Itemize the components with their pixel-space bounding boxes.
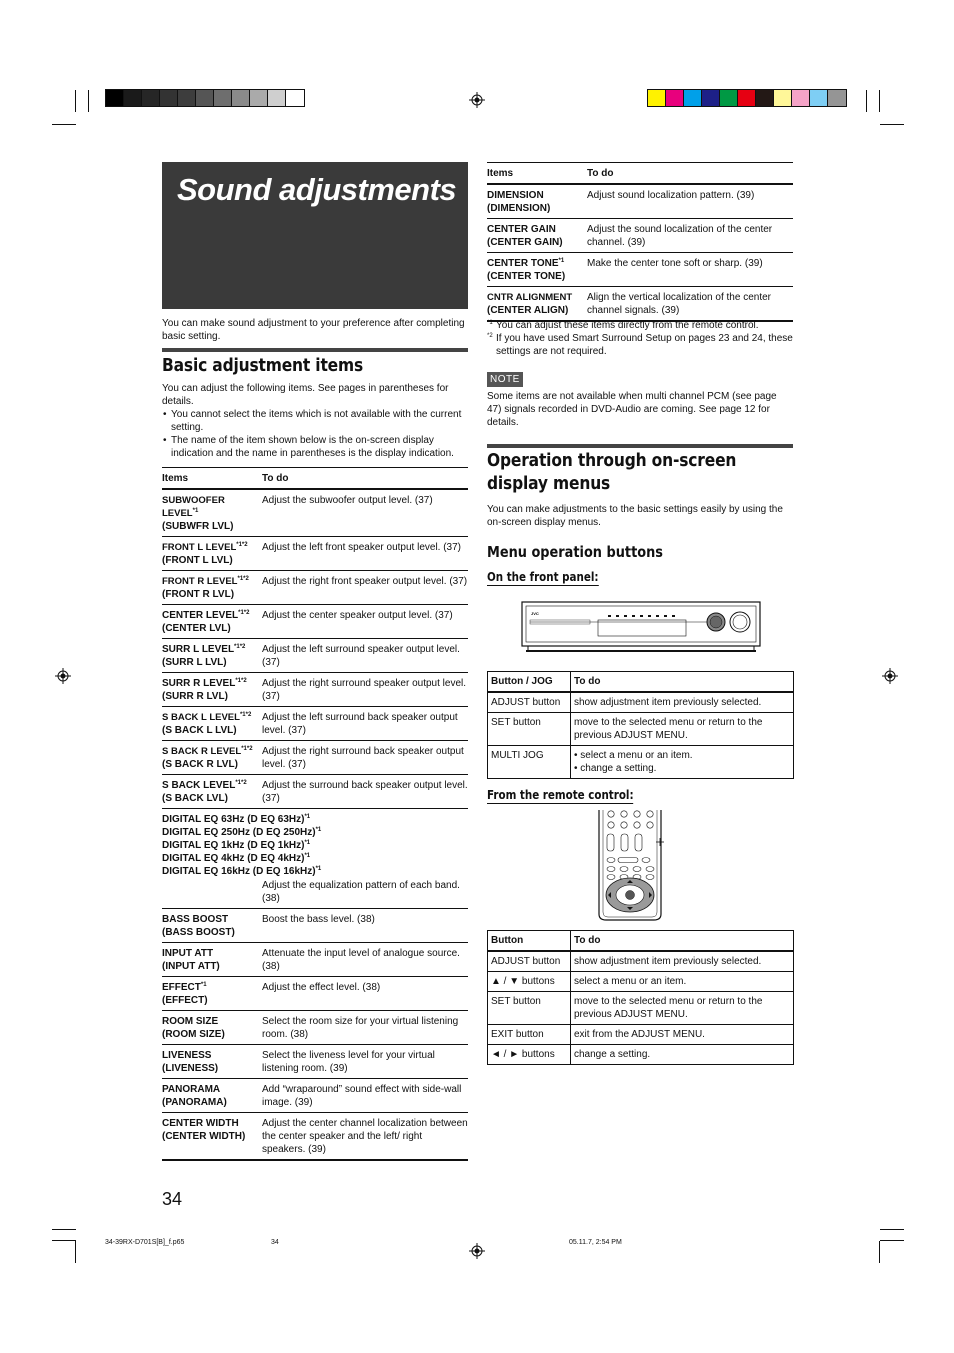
bullet-item: • You cannot select the items which is not available with the current setting.: [162, 408, 468, 434]
remote-control-illustration: [594, 810, 668, 922]
item-name-cell: [162, 1113, 262, 1161]
table-row: [162, 1045, 468, 1079]
item-name-cell: [162, 673, 262, 707]
button-name: SET button: [488, 713, 571, 746]
color-swatch: [702, 90, 720, 106]
table-row: [162, 909, 468, 943]
eq-band-text: DIGITAL EQ 1kHz (D EQ 1kHz): [162, 840, 305, 851]
item-footnote-mark: *1*2: [235, 678, 247, 684]
button-action: exit from the ADJUST MENU.: [571, 1025, 794, 1045]
item-name-cell: [162, 707, 262, 741]
item-display-name: (ROOM SIZE): [162, 1029, 225, 1040]
item-name: LIVENESS: [162, 1050, 212, 1061]
button-action: show adjustment item previously selected.: [571, 951, 794, 972]
item-description: Adjust the effect level. (38): [262, 977, 468, 1011]
column-header: To do: [571, 931, 794, 952]
item-name-cell: [487, 219, 587, 253]
table-row-eq: [162, 809, 468, 909]
item-name-cell: [487, 287, 587, 322]
item-footnote-mark: *1*2: [236, 542, 248, 548]
table-row: [487, 219, 793, 253]
front-panel-heading: On the front panel:: [487, 570, 599, 584]
item-description: Adjust the left front speaker output level. (37): [262, 537, 468, 571]
item-name-cell: [162, 489, 262, 537]
item-name: ROOM SIZE: [162, 1016, 219, 1027]
color-calibration-bar: [647, 89, 847, 107]
action-line: move to the selected menu or return to the previous ADJUST MENU.: [574, 717, 763, 741]
item-name: PANORAMA: [162, 1084, 221, 1095]
table-row: [488, 992, 794, 1025]
table-row: [488, 972, 794, 992]
item-footnote-mark: *1*2: [237, 576, 249, 582]
column-header: Button / JOG: [488, 672, 571, 693]
receiver-front-panel-illustration: [520, 600, 762, 656]
color-swatch: [648, 90, 666, 106]
table-row: [488, 692, 794, 713]
footer-date: 05.11.7, 2:54 PM: [569, 1239, 622, 1246]
button-name: ▲ / ▼ buttons: [488, 972, 571, 992]
button-action: change a setting.: [571, 1045, 794, 1065]
more-items-table: [487, 162, 793, 322]
item-name-cell: [487, 253, 587, 287]
eq-description: Adjust the equalization pattern of each band. (38): [262, 880, 460, 904]
item-description: Boost the bass level. (38): [262, 909, 468, 943]
item-name: SURR L LEVEL: [162, 644, 235, 655]
button-action: move to the selected menu or return to the previous ADJUST MENU.: [571, 992, 794, 1025]
table-row: [162, 1011, 468, 1045]
action-line: • change a setting.: [574, 763, 657, 774]
table-header-row: [487, 163, 793, 185]
item-name: CENTER WIDTH: [162, 1118, 239, 1129]
table-row: [162, 1113, 468, 1161]
note-badge: NOTE: [487, 372, 523, 387]
column-header: To do: [262, 468, 468, 490]
table-row: [162, 571, 468, 605]
item-name-cell: [162, 909, 262, 943]
item-description: Adjust the center channel localization between the center speaker and the left/ right speakers. (39): [262, 1113, 468, 1161]
table-row: [488, 746, 794, 779]
table-row: [162, 639, 468, 673]
item-description: Adjust the right surround back speaker output level. (37): [262, 741, 468, 775]
gray-swatch: [160, 90, 178, 106]
table-row: [162, 977, 468, 1011]
item-display-name: (PANORAMA): [162, 1097, 227, 1108]
table-row: [488, 1045, 794, 1065]
item-footnote-mark: *1: [192, 508, 199, 514]
item-display-name: (CENTER LVL): [162, 623, 231, 634]
column-header: Items: [162, 468, 262, 490]
remote-control-table: [487, 930, 794, 1065]
intro-text: You can make sound adjustment to your preference after completing basic setting.: [162, 318, 465, 342]
item-display-name: (S BACK R LVL): [162, 759, 238, 770]
gray-calibration-bar: [105, 89, 305, 107]
item-footnote-mark: *1: [304, 814, 311, 820]
button-name: ADJUST button: [488, 951, 571, 972]
page-title: Sound adjustments: [177, 172, 457, 207]
item-name: FRONT R LEVEL: [162, 576, 238, 587]
button-name: ◄ / ► buttons: [488, 1045, 571, 1065]
item-description: Adjust the right surround speaker output level. (37): [262, 673, 468, 707]
basic-items-table: [162, 467, 468, 1161]
item-display-name: (SURR L LVL): [162, 657, 227, 668]
table-row: [488, 1025, 794, 1045]
item-description: Adjust sound localization pattern. (39): [587, 184, 793, 219]
color-swatch: [810, 90, 828, 106]
table-row: [487, 184, 793, 219]
color-swatch: [738, 90, 756, 106]
item-description: Attenuate the input level of analogue source. (38): [262, 943, 468, 977]
table-row: [488, 713, 794, 746]
item-description: Adjust the surround back speaker output level. (37): [262, 775, 468, 809]
column-header: Items: [487, 163, 587, 185]
footnote: $^{*2}$ If you have used Smart Surround Setup on pages 23 and 24, these settings are not required.: [487, 333, 793, 357]
footer-filename: 34-39RX-D701S[B]_f.p65: [105, 1239, 185, 1246]
table-row: [488, 951, 794, 972]
item-description: Adjust the sound localization of the center channel. (39): [587, 219, 793, 253]
operation-heading: Operation through on-screen display menus: [487, 450, 737, 494]
registration-mark-icon: [469, 92, 485, 108]
gray-swatch: [196, 90, 214, 106]
button-name: ADJUST button: [488, 692, 571, 713]
item-name-cell: [162, 775, 262, 809]
item-footnote-mark: *1*2: [241, 746, 253, 752]
item-name: BASS BOOST: [162, 914, 229, 925]
item-name-cell: [162, 605, 262, 639]
item-display-name: (EFFECT): [162, 995, 208, 1006]
note-text: Some items are not available when multi channel PCM (see page 47) signals recorded in DVD-Audio are coming. See page 12 for details.: [487, 391, 777, 428]
color-swatch: [792, 90, 810, 106]
gray-swatch: [232, 90, 250, 106]
gray-swatch: [286, 90, 304, 106]
item-footnote-mark: *1: [200, 982, 207, 988]
bullet-item: • The name of the item shown below is the on-screen display indication and the name in parentheses is the display indication.: [162, 434, 468, 460]
item-display-name: (S BACK L LVL): [162, 725, 237, 736]
front-panel-table: [487, 671, 794, 779]
item-footnote-mark: *1: [558, 258, 565, 264]
table-row: [162, 537, 468, 571]
item-description: Add “wraparound” sound effect with side-wall image. (39): [262, 1079, 468, 1113]
item-name-cell: [162, 1079, 262, 1113]
item-name: S BACK LEVEL: [162, 780, 236, 791]
table-row: [162, 605, 468, 639]
item-name: DIMENSION: [487, 190, 544, 201]
table-row: [162, 943, 468, 977]
registration-mark-icon: [469, 1243, 485, 1259]
table-row: [162, 707, 468, 741]
table-header-row: [162, 468, 468, 490]
remote-control-heading: From the remote control:: [487, 788, 634, 802]
footnote: $^{*1}$ You can adjust these items directly from the remote control.: [487, 320, 759, 331]
eq-band-name: [162, 826, 468, 839]
item-description: Adjust the left surround back speaker output level. (37): [262, 707, 468, 741]
registration-mark-icon: [882, 668, 898, 684]
eq-band-name: [162, 865, 468, 878]
item-name-cell: [162, 1011, 262, 1045]
page-title-box: [162, 162, 468, 309]
button-action: select a menu or an item.: [571, 972, 794, 992]
gray-swatch: [124, 90, 142, 106]
item-footnote-mark: *1: [315, 827, 322, 833]
item-description: Adjust the left surround speaker output level. (37): [262, 639, 468, 673]
item-footnote-mark: *1*2: [238, 610, 250, 616]
item-display-name: (LIVENESS): [162, 1063, 219, 1074]
color-swatch: [828, 90, 846, 106]
color-swatch: [684, 90, 702, 106]
gray-swatch: [178, 90, 196, 106]
table-row: [162, 673, 468, 707]
button-name: SET button: [488, 992, 571, 1025]
page-number: 34: [162, 1189, 183, 1209]
item-name-cell: [487, 184, 587, 219]
item-description: Make the center tone soft or sharp. (39): [587, 253, 793, 287]
item-name: CENTER LEVEL: [162, 610, 239, 621]
action-line: • select a menu or an item.: [574, 750, 693, 761]
operation-text: You can make adjustments to the basic settings easily by using the on-screen display menus.: [487, 504, 783, 528]
brand-logo: JVC: [531, 611, 539, 616]
item-display-name: (INPUT ATT): [162, 961, 220, 972]
column-header: To do: [571, 672, 794, 693]
item-name: CENTER TONE: [487, 258, 559, 269]
eq-band-name: [162, 813, 468, 826]
item-footnote-mark: *1*2: [235, 780, 247, 786]
gray-swatch: [250, 90, 268, 106]
item-footnote-mark: *1: [315, 866, 322, 872]
item-name: S BACK R LEVEL: [162, 746, 242, 757]
eq-band-text: DIGITAL EQ 4kHz (D EQ 4kHz): [162, 853, 305, 864]
item-name-cell: [162, 571, 262, 605]
button-action: [571, 692, 794, 713]
item-name-cell: [162, 741, 262, 775]
button-action: [571, 713, 794, 746]
item-name: SURR R LEVEL: [162, 678, 236, 689]
table-row: [487, 253, 793, 287]
eq-names: [162, 813, 468, 878]
registration-mark-icon: [55, 668, 71, 684]
item-display-name: (CENTER WIDTH): [162, 1131, 246, 1142]
item-display-name: (S BACK LVL): [162, 793, 228, 804]
item-name-cell: [162, 537, 262, 571]
table-row: [162, 489, 468, 537]
item-display-name: (DIMENSION): [487, 203, 551, 214]
item-display-name: (FRONT R LVL): [162, 589, 235, 600]
gray-swatch: [214, 90, 232, 106]
basic-heading: Basic adjustment items: [162, 355, 364, 376]
color-swatch: [756, 90, 774, 106]
item-description: Adjust the center speaker output level. (37): [262, 605, 468, 639]
item-description: Adjust the subwoofer output level. (37): [262, 489, 468, 537]
menu-buttons-heading: Menu operation buttons: [487, 543, 663, 561]
item-name: S BACK L LEVEL: [162, 712, 240, 723]
item-description: Align the vertical localization of the center channel signals. (39): [587, 287, 793, 322]
item-display-name: (SURR R LVL): [162, 691, 228, 702]
item-display-name: (CENTER ALIGN): [487, 305, 569, 316]
button-action: [571, 746, 794, 779]
item-name: EFFECT: [162, 982, 201, 993]
item-footnote-mark: *1*2: [239, 712, 252, 718]
gray-swatch: [268, 90, 286, 106]
column-header: Button: [488, 931, 571, 952]
eq-band-text: DIGITAL EQ 63Hz (D EQ 63Hz): [162, 814, 305, 825]
cursor-pad-icon: [606, 878, 654, 912]
eq-band-name: [162, 852, 468, 865]
button-name: MULTI JOG: [488, 746, 571, 779]
table-row: [487, 287, 793, 322]
column-header: To do: [587, 163, 793, 185]
eq-band-text: DIGITAL EQ 16kHz (D EQ 16kHz): [162, 866, 316, 877]
item-name: CENTER GAIN: [487, 224, 556, 235]
basic-text: You can adjust the following items. See pages in parentheses for details.: [162, 383, 449, 407]
table-row: [162, 775, 468, 809]
item-display-name: (CENTER TONE): [487, 271, 566, 282]
footer-page: 34: [271, 1239, 279, 1246]
color-swatch: [720, 90, 738, 106]
item-footnote-mark: *1: [304, 840, 311, 846]
item-name-cell: [162, 977, 262, 1011]
color-swatch: [666, 90, 684, 106]
color-swatch: [774, 90, 792, 106]
table-header-row: [488, 672, 794, 693]
item-display-name: (FRONT L LVL): [162, 555, 233, 566]
basic-bullets: [162, 408, 468, 460]
item-description: Adjust the right front speaker output level. (37): [262, 571, 468, 605]
table-row: [162, 1079, 468, 1113]
item-name: FRONT L LEVEL: [162, 542, 237, 553]
item-name-cell: [162, 943, 262, 977]
table-row: [162, 741, 468, 775]
button-name: EXIT button: [488, 1025, 571, 1045]
eq-band-text: DIGITAL EQ 250Hz (D EQ 250Hz): [162, 827, 316, 838]
item-name: INPUT ATT: [162, 948, 214, 959]
item-display-name: (SUBWFR LVL): [162, 521, 234, 532]
item-name-cell: [162, 1045, 262, 1079]
item-name: SUBWOOFER LEVEL: [162, 495, 225, 519]
gray-swatch: [142, 90, 160, 106]
section-divider: [487, 444, 793, 448]
item-display-name: (CENTER GAIN): [487, 237, 563, 248]
action-line: show adjustment item previously selected.: [574, 697, 762, 708]
item-name-cell: [162, 639, 262, 673]
eq-cell: [162, 809, 468, 909]
item-footnote-mark: *1*2: [234, 644, 246, 650]
section-divider: [162, 348, 468, 352]
item-description: Select the liveness level for your virtual listening room. (39): [262, 1045, 468, 1079]
eq-band-name: [162, 839, 468, 852]
item-footnote-mark: *1: [304, 853, 311, 859]
item-description: Select the room size for your virtual listening room. (38): [262, 1011, 468, 1045]
gray-swatch: [106, 90, 124, 106]
item-display-name: (BASS BOOST): [162, 927, 235, 938]
item-name: CNTR ALIGNMENT: [487, 292, 573, 303]
table-header-row: [488, 931, 794, 952]
